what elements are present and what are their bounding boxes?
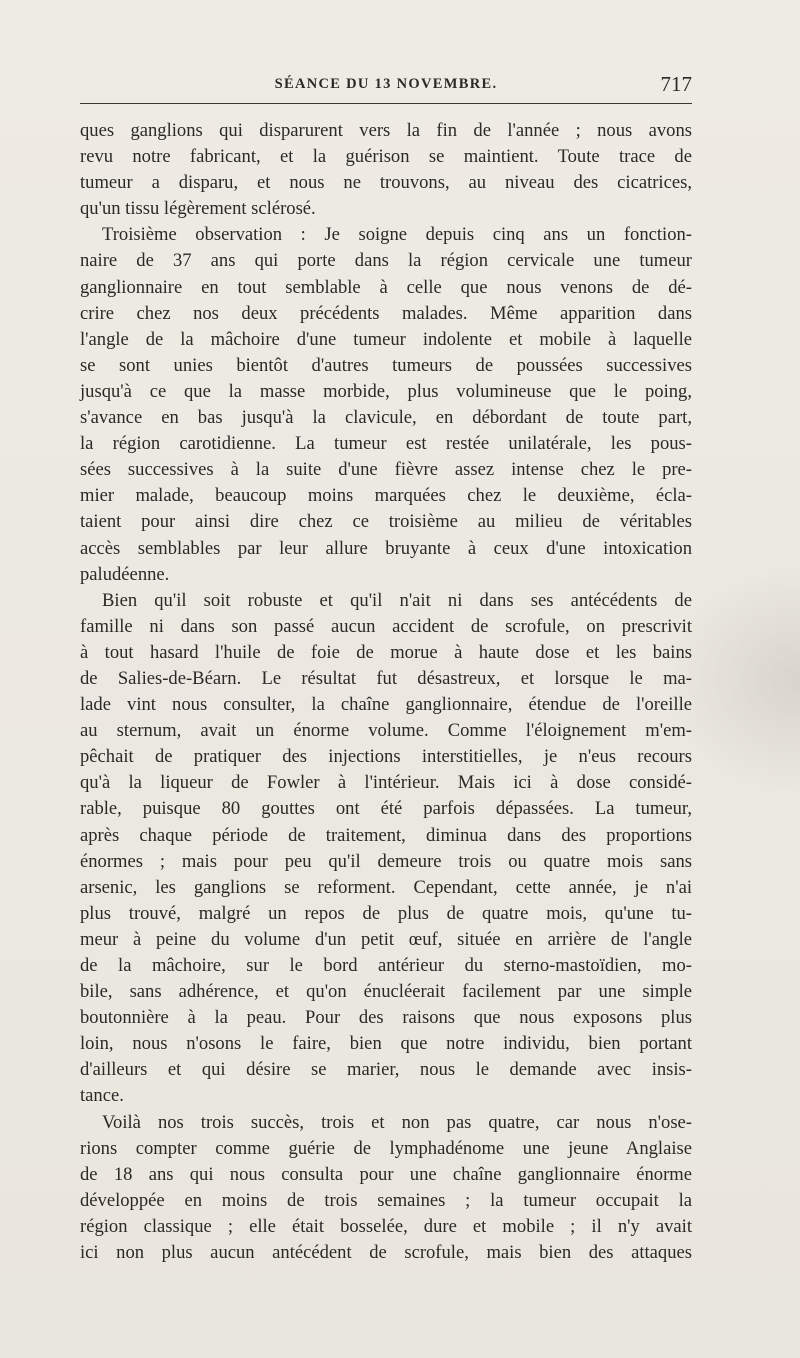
text-line: rable, puisque 80 gouttes ont été parfois dépassées. La tumeur,	[80, 798, 692, 820]
text-line: la région carotidienne. La tumeur est restée unilatérale, les pous-	[80, 433, 692, 455]
text-line: après chaque période de traitement, diminua dans des proportions	[80, 824, 692, 846]
text-line: au sternum, avait un énorme volume. Comme l'éloignement m'em-	[80, 720, 692, 742]
text-line: de 18 ans qui nous consulta pour une chaîne ganglionnaire énorme	[80, 1163, 692, 1185]
text-line: à tout hasard l'huile de foie de morue à haute dose et les bains	[80, 641, 692, 663]
text-line: se sont unies bientôt d'autres tumeurs de poussées successives	[80, 354, 692, 376]
text-line: qu'un tissu légèrement sclérosé.	[80, 198, 316, 220]
text-line: ganglionnaire en tout semblable à celle que nous venons de dé-	[80, 276, 692, 298]
text-line: famille ni dans son passé aucun accident de scrofule, on prescrivit	[80, 615, 692, 637]
text-line: s'avance en bas jusqu'à la clavicule, en débordant de toute part,	[80, 407, 692, 429]
text-line: lade vint nous consulter, la chaîne ganglionnaire, étendue de l'oreille	[80, 694, 692, 716]
text-line: boutonnière à la peau. Pour des raisons que nous exposons plus	[80, 1007, 692, 1029]
running-title: SÉANCE DU 13 NOVEMBRE.	[274, 76, 498, 92]
text-line: de la mâchoire, sur le bord antérieur du sterno-mastoïdien, mo-	[80, 955, 692, 976]
text-line: jusqu'à ce que la masse morbide, plus volumineuse que le poing,	[80, 380, 692, 402]
text-line: développée en moins de trois semaines ; la tumeur occupait la	[80, 1189, 692, 1211]
text-line: crire chez nos deux précédents malades. Même apparition dans	[80, 302, 692, 324]
text-line: sées successives à la suite d'une fièvre assez intense chez le pre-	[80, 459, 692, 481]
text-line: accès semblables par leur allure bruyante à ceux d'une intoxication	[80, 537, 692, 559]
text-line: plus trouvé, malgré un repos de plus de quatre mois, qu'une tu-	[80, 902, 692, 924]
text-line: mier malade, beaucoup moins marquées chez le deuxième, écla-	[80, 485, 692, 507]
page-number: 717	[660, 72, 692, 96]
text-line: paludéenne.	[80, 563, 170, 585]
text-line: loin, nous n'osons le faire, bien que notre individu, bien portant	[80, 1033, 692, 1055]
text-line: arsenic, les ganglions se reforment. Cependant, cette année, je n'ai	[80, 876, 692, 898]
text-line: de Salies-de-Béarn. Le résultat fut désastreux, et lorsque le ma-	[80, 667, 692, 689]
text-line: Troisième observation : Je soigne depuis cinq ans un fonction-	[102, 224, 692, 246]
text-line: bile, sans adhérence, et qu'on énucléerait facilement par une simple	[80, 981, 692, 1003]
text-line: l'angle de la mâchoire d'une tumeur indolente et mobile à laquelle	[80, 328, 692, 350]
body-text	[80, 118, 692, 1266]
text-line: revu notre fabricant, et la guérison se maintient. Toute trace de	[80, 146, 692, 168]
text-line: région classique ; elle était bosselée, dure et mobile ; il n'y avait	[80, 1215, 692, 1237]
text-line: meur à peine du volume d'un petit œuf, située en arrière de l'angle	[80, 928, 692, 950]
text-line: tance.	[80, 1085, 124, 1107]
text-line: pêchait de pratiquer des injections interstitielles, je n'eus recours	[80, 746, 692, 768]
text-line: Voilà nos trois succès, trois et non pas quatre, car nous n'ose-	[102, 1111, 692, 1133]
text-line: qu'à la liqueur de Fowler à l'intérieur. Mais ici à dose considé-	[80, 772, 692, 794]
text-line: ici non plus aucun antécédent de scrofule, mais bien des attaques	[80, 1242, 692, 1264]
text-line: énormes ; mais pour peu qu'il demeure trois ou quatre mois sans	[80, 850, 692, 872]
text-line: rions compter comme guérie de lymphadénome une jeune Anglaise	[80, 1137, 692, 1159]
text-line: ques ganglions qui disparurent vers la fin de l'année ; nous avons	[80, 120, 692, 141]
text-line: d'ailleurs et qui désire se marier, nous le demande avec insis-	[80, 1059, 692, 1081]
page-header	[80, 64, 692, 98]
text-line: taient pour ainsi dire chez ce troisième au milieu de véritables	[80, 511, 692, 533]
text-line: tumeur a disparu, et nous ne trouvons, au niveau des cicatrices,	[80, 172, 692, 194]
header-rule	[80, 103, 692, 104]
text-line: naire de 37 ans qui porte dans la région cervicale une tumeur	[80, 250, 692, 272]
text-line: Bien qu'il soit robuste et qu'il n'ait ni dans ses antécédents de	[102, 589, 692, 611]
